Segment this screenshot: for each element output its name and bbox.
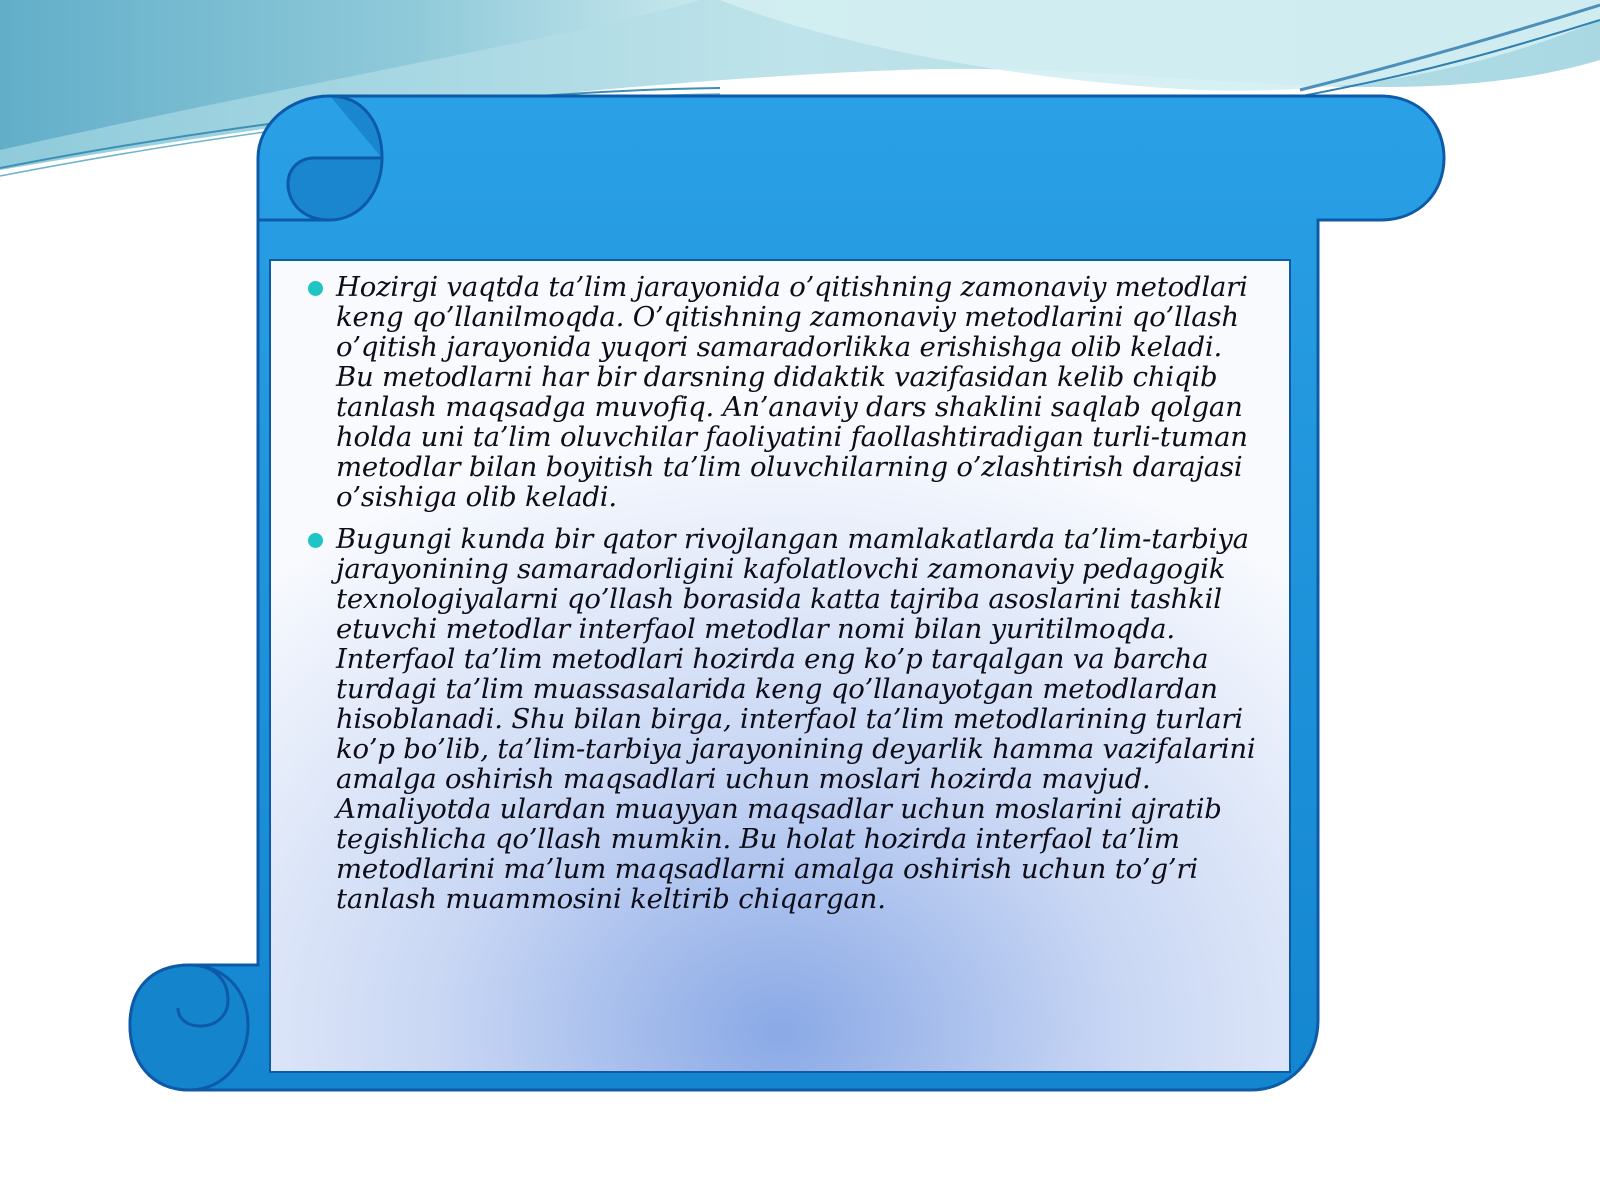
bullet-list [292,272,1268,914]
bullet-item [292,272,1268,512]
content-panel [272,262,1288,1070]
bullet-text: Hozirgi vaqtda ta’lim jarayonida o’qitishning zamonaviy metodlari keng qo’llanilmoqda. O’qitishning zamonaviy metodlarini qo’llash o’qitish jarayonida yuqori samaradorlikka erishishga olib keladi. Bu metodlarni har bir darsning didaktik vazifasidan kelib chiqib tanlash maqsadga muvofiq. An’anaviy dars shaklini saqlab qolgan holda uni ta’lim oluvchilar faoliyatini faollashtiradigan turli-tuman metodlar bilan boyitish ta’lim oluvchilarning o’zlashtirish darajasi o’sishiga olib keladi. [336,271,1248,513]
bullet-dot-icon [308,281,323,296]
bullet-dot-icon [308,533,323,548]
bullet-item [292,524,1268,914]
bullet-text: Bugungi kunda bir qator rivojlangan mamlakatlarda ta’lim-tarbiya jarayonining samaradorligini kafolatlovchi zamonaviy pedagogik texnologiyalarni qo’llash borasida katta tajriba asoslarini tashkil etuvchi metodlar interfaol metodlar nomi bilan yuritilmoqda. Interfaol ta’lim metodlari hozirda eng ko’p tarqalgan va barcha turdagi ta’lim muassasalarida keng qo’llanayotgan metodlardan hisoblanadi. Shu bilan birga, interfaol ta’lim metodlarining turlari ko’p bo’lib, ta’lim-tarbiya jarayonining deyarlik hamma vazifalarini amalga oshirish maqsadlari uchun moslari hozirda mavjud. Amaliyotda ulardan muayyan maqsadlar uchun moslarini ajratib tegishlicha qo’llash mumkin. Bu holat hozirda interfaol ta’lim metodlarini ma’lum maqsadlarni amalga oshirish uchun to’g’ri tanlash muammosini keltirib chiqargan. [336,523,1256,915]
